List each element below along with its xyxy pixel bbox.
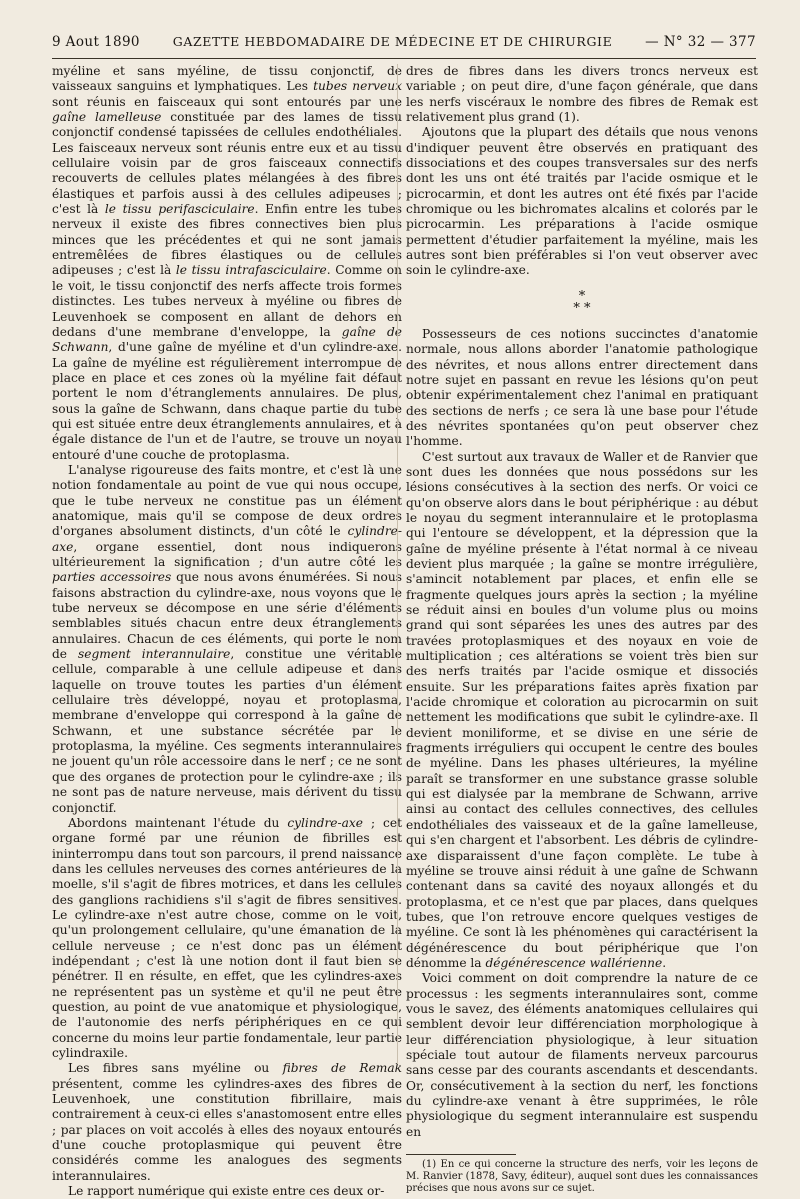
- issue-date: 9 Aout 1890: [52, 34, 140, 50]
- right-paragraph-5: Voici comment on doit comprendre la nature de ce processus : les segments interannulaires sont, comme vous le savez, des éléments anatomiques cellulaires qui semblent devoir leur différenciation morphologique à leur différenciation physiologique, à leur situation spéciale tout autour de filaments nerveux parcourus sans cesse par des courants ascendants et descendants. Or, consécutivement à la section du nerf, les fonctions du cylindre-axe venant à être supprimées, le rôle physiologique du segment interannulaire est suspendu en: [406, 971, 758, 1139]
- column-divider: [397, 64, 398, 1064]
- left-paragraph-5: Le rapport numérique qui existe entre ces deux or-: [68, 1184, 385, 1199]
- left-column: [52, 64, 402, 1199]
- footnote: (1) En ce qui concerne la structure des nerfs, voir les leçons de M. Ranvier (1878, Savy, éditeur), auquel sont dues les connaissances précises que nous avons sur ce sujet.: [406, 1159, 758, 1195]
- footnote-rule: [406, 1154, 516, 1155]
- left-paragraph-4: Les fibres sans myéline ou fibres de Remak présentent, comme les cylindres-axes des fibres de Leuvenhoek, une constitution fibrillaire, mais contrairement à ceux-ci elles s'anastomosent entre elles ; par places on voit accolés à elles des noyaux entourés d'une couche protoplasmique qui peuvent être considérés comme les analogues des segments interannulaires.: [52, 1061, 402, 1183]
- left-paragraph-2: L'analyse rigoureuse des faits montre, et c'est là une notion fondamentale au point de vue qui nous occupe, que le tube nerveux ne constitue pas un élément anatomique, mais qu'il se compose de deux ordres d'organes absolument distincts, d'un côté le cylindre-axe, organe essentiel, dont nous indiquerons ultérieurement la signification ; d'un autre côté les parties accessoires que nous avons énumérées. Si nous faisons abstraction du cylindre-axe, nous voyons que le tube nerveux se décompose en une série d'éléments semblables situés chacun entre deux étranglements annulaires. Chacun de ces éléments, qui porte le nom de segment interannulaire, constitue une véritable cellule, comparable à une cellule adipeuse et dans laquelle on trouve toutes les parties d'un élément cellulaire très développé, noyau et protoplasma, membrane d'enveloppe qui correspond à la gaîne de Schwann, et une substance sécrétée par le protoplasma, la myéline. Ces segments interannulaires ne jouent qu'un rôle accessoire dans le nerf ; ce ne sont que des organes de protection pour le cylindre-axe ; ils ne sont pas de nature nerveuse, mais dérivent du tissu conjonctif.: [52, 462, 402, 815]
- journal-title: GAZETTE HEBDOMADAIRE DE MÉDECINE ET DE CHIRURGIE: [172, 34, 613, 49]
- right-paragraph-2: Ajoutons que la plupart des détails que nous venons d'indiquer peuvent être observés en pratiquant des dissociations et des coupes transversales sur des nerfs dont les uns ont été traités par l'acide osmique et le picrocarmin, et dont les autres ont été fixés par l'acide chromique ou les bichromates alcalins et colorés par le picrocarmin. Les préparations à l'acide osmique permettent d'étudier parfaitement la myéline, mais les autres sont bien préférables si l'on veut observer avec soin le cylindre-axe.: [406, 125, 758, 278]
- right-paragraph-3: Possesseurs de ces notions succinctes d'anatomie normale, nous allons aborder l'anatomie pathologique des névrites, et nous allons entrer directement dans notre sujet en passant en revue les lésions qu'on peut obtenir expérimentalement chez l'animal en pratiquant des sections de nerfs ; ce sera là une base pour l'étude des névrites spontanées qu'on peut observer chez l'homme.: [406, 326, 758, 449]
- section-asterism: * * *: [573, 288, 591, 316]
- header-rule: [52, 58, 756, 59]
- issue-page-number: — N° 32 — 377: [645, 34, 756, 50]
- right-paragraph-1: dres de fibres dans les divers troncs nerveux est variable ; on peut dire, d'une façon générale, que dans les nerfs viscéraux le nombre des fibres de Remak est relativement plus grand (1).: [406, 64, 758, 125]
- left-paragraph-1: myéline et sans myéline, de tissu conjonctif, de vaisseaux sanguins et lymphatiques. Les tubes nerveux sont réunis en faisceaux qui sont entourés par une gaîne lamelleuse constituée par des lames de tissu conjonctif condensé tapissées de cellules endothéliales. Les faisceaux nerveux sont réunis entre eux et au tissu cellulaire voisin par de gros faisceaux connectifs recouverts de cellules plates mélangées à des fibres élastiques et parfois aussi à des cellules adipeuses ; c'est là le tissu perifasciculaire. Enfin entre les tubes nerveux il existe des fibres connectives bien plus minces que les précédentes et qui ne sont jamais entremêlées de fibres élastiques ou de cellules adipeuses ; c'est là le tissu intrafasciculaire. Comme on le voit, le tissu conjonctif des nerfs affecte trois formes distinctes. Les tubes nerveux à myéline ou fibres de Leuvenhoek se composent en allant de dehors en dedans d'une membrane d'enveloppe, la gaîne de Schwann, d'une gaîne de myéline et d'un cylindre-axe. La gaîne de myéline est régulièrement interrompue de place en place et ces zones où la myéline fait défaut portent le nom d'étranglements annulaires. De plus, sous la gaîne de Schwann, dans chaque partie du tube qui est située entre deux étranglements annulaires, et à égale distance de l'un et de l'autre, se trouve un noyau entouré d'une couche de protoplasma.: [52, 64, 403, 462]
- left-paragraph-3: Abordons maintenant l'étude du cylindre-axe ; cet organe formé par une réunion de fibrilles est ininterrompu dans tout son parcours, il prend naissance dans les cellules nerveuses des cornes antérieures de la moelle, s'il s'agit de fibres motrices, et dans les cellules des ganglions rachidiens s'il s'agit de fibres sensitives. Le cylindre-axe n'est autre chose, comme on le voit, qu'un prolongement cellulaire, qu'une émanation de la cellule nerveuse ; ce n'est donc pas un élément indépendant ; c'est là une notion dont il faut bien se pénétrer. Il en résulte, en effet, que les cylindres-axes ne représentent pas un système et qu'il ne peut être question, au point de vue anatomique et physiologique, de l'autonomie des nerfs périphériques en ce qui concerne du moins leur partie fondamentale, leur partie cylindraxile.: [52, 815, 402, 1060]
- right-paragraph-4: C'est surtout aux travaux de Waller et de Ranvier que sont dues les données que nous possédons sur les lésions consécutives à la section des nerfs. Or voici ce qu'on observe alors dans le bout périphérique : au début le noyau du segment interannulaire et le protoplasma qui l'entoure se développent, et la dépression que la gaîne de myéline présente à l'état normal à ce niveau devient plus marquée ; la gaîne se montre irrégulière, s'amincit notablement par places, et enfin elle se fragmente quelques jours après la section ; la myéline se réduit ainsi en boules d'un volume plus ou moins grand qui sont séparées les unes des autres par des travées protoplasmiques et des noyaux en voie de multiplication ; ces altérations se voient très bien sur des nerfs traités par l'acide osmique et dissociés ensuite. Sur les préparations faites après fixation par l'acide chromique et coloration au picrocarmin on suit nettement les modifications que subit le cylindre-axe. Il devient moniliforme, et se divise en une série de fragments irréguliers qui occupent le centre des boules de myéline. Dans les phases ultérieures, la myéline paraît se transformer en une substance grasse soluble qui est dialysée par la membrane de Schwann, arrive ainsi au contact des cellules connectives, des cellules endothéliales des vaisseaux et de la gaîne lamelleuse, qui s'en chargent et l'absorbent. Les débris de cylindre-axe disparaissent d'une façon complète. Le tube à myéline se trouve ainsi réduit à une gaîne de Schwann contenant dans sa cavité des noyaux allongés et du protoplasma, et ce n'est que par places, dans quelques tubes, que l'on retrouve encore quelques vestiges de myéline. Ce sont là les phénomènes qui caractérisent la dégénérescence du bout périphérique que l'on dénomme la dégénérescence wallérienne.: [406, 449, 758, 970]
- page-header: [52, 34, 756, 56]
- right-column: [406, 64, 758, 1195]
